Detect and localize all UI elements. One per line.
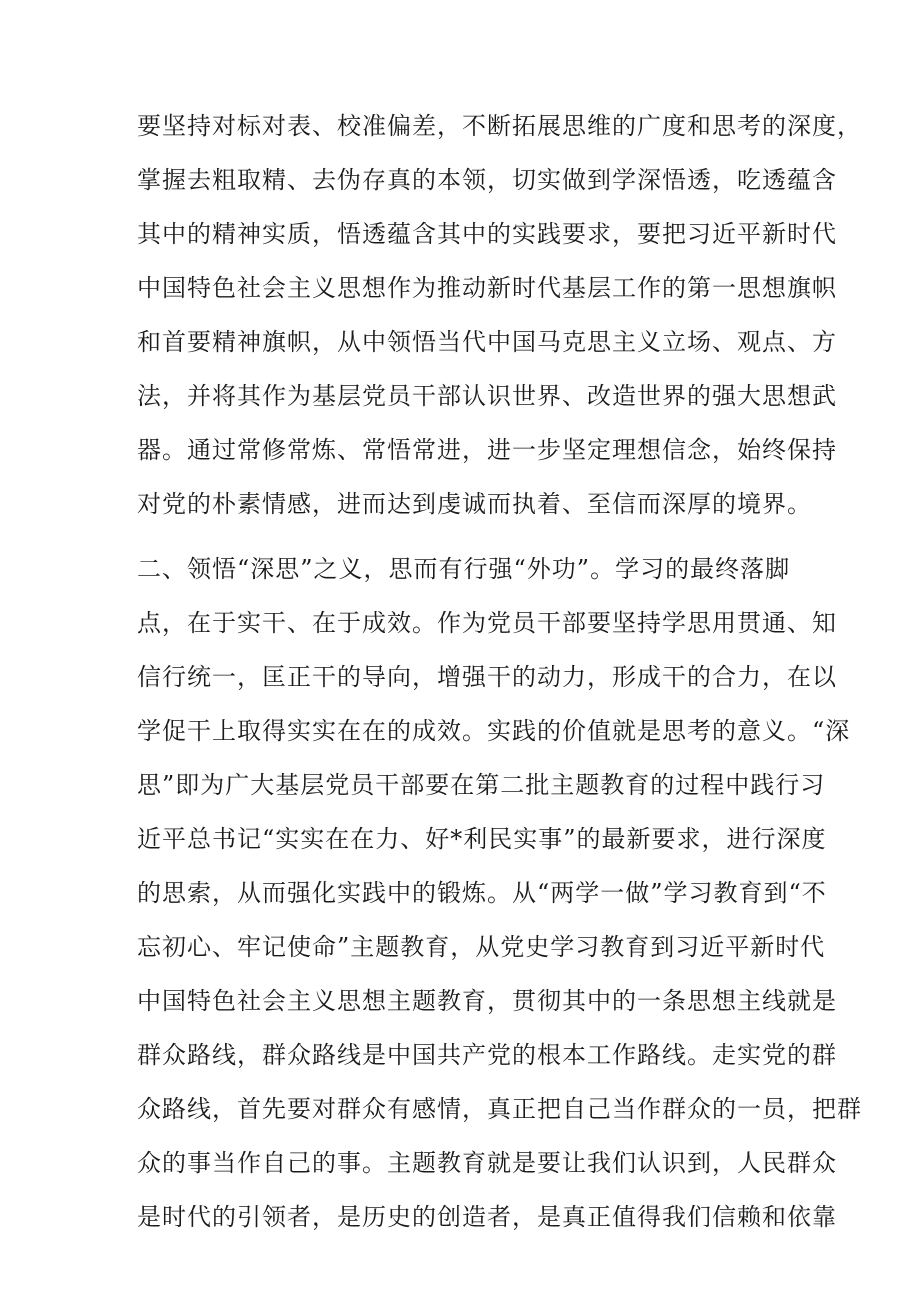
text-line: 众路线，首先要对群众有感情，真正把自己当作群众的一员，把群 [137, 1095, 862, 1123]
text-line: 是时代的引领者，是历史的创造者，是真正值得我们信赖和依靠 [137, 1203, 837, 1231]
text-line: 器。通过常修常炼、常悟常进，进一步坚定理想信念，始终保持 [137, 436, 837, 464]
text-line: 众的事当作自己的事。主题教育就是要让我们认识到，人民群众 [137, 1149, 837, 1177]
text-line: 和首要精神旗帜，从中领悟当代中国马克思主义立场、观点、方 [137, 328, 837, 356]
text-line: 群众路线，群众路线是中国共产党的根本工作路线。走实党的群 [137, 1041, 837, 1069]
paragraph-1 [137, 99, 862, 531]
text-line: 中国特色社会主义思想作为推动新时代基层工作的第一思想旗帜 [137, 274, 837, 302]
text-line: 其中的精神实质，悟透蕴含其中的实践要求，要把习近平新时代 [137, 220, 837, 248]
text-line: 思”即为广大基层党员干部要在第二批主题教育的过程中践行习 [137, 771, 826, 799]
text-line: 二、领悟“深思”之义，思而有行强“外功”。学习的最终落脚 [137, 555, 791, 583]
text-line: 近平总书记“实实在在力、好*利民实事”的最新要求，进行深度 [137, 825, 827, 853]
text-line: 信行统一，匡正干的导向，增强干的动力，形成干的合力，在以 [137, 663, 837, 691]
text-line: 法，并将其作为基层党员干部认识世界、改造世界的强大思想武 [137, 382, 837, 410]
text-line: 掌握去粗取精、去伪存真的本领，切实做到学深悟透，吃透蕴含 [137, 166, 837, 194]
text-line: 学促干上取得实实在在的成效。实践的价值就是思考的意义。“深 [137, 717, 851, 745]
text-line: 要坚持对标对表、校准偏差，不断拓展思维的广度和思考的深度， [137, 112, 862, 140]
paragraph-2 [137, 542, 862, 1244]
text-line: 中国特色社会主义思想主题教育，贯彻其中的一条思想主线就是 [137, 987, 837, 1015]
text-line: 点，在于实干、在于成效。作为党员干部要坚持学思用贯通、知 [137, 609, 837, 637]
text-line: 忘初心、牢记使命”主题教育，从党史学习教育到习近平新时代 [137, 933, 826, 961]
text-line: 对党的朴素情感，进而达到虔诚而执着、至信而深厚的境界。 [137, 490, 812, 518]
text-line: 的思索，从而强化实践中的锻炼。从“两学一做”学习教育到“不 [137, 879, 827, 907]
